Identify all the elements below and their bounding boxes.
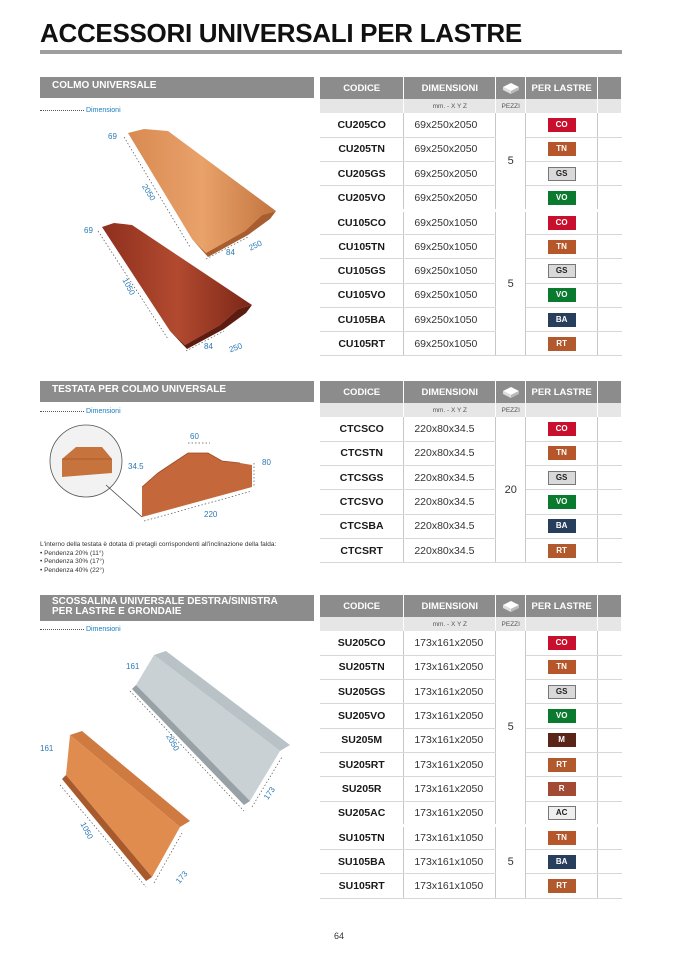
product-dimensions: 220x80x34.5 xyxy=(404,514,496,538)
dim-z-2050: 161 xyxy=(126,662,140,671)
dim-y1-1050: 84 xyxy=(204,342,213,351)
table-row xyxy=(320,801,622,825)
product-code: CU105BA xyxy=(320,307,404,331)
product-dimensions: 220x80x34.5 xyxy=(404,538,496,562)
table-row xyxy=(320,850,622,874)
table-row xyxy=(320,728,622,752)
testata-illustration xyxy=(40,421,314,541)
product-dimensions: 173x161x1050 xyxy=(404,850,496,874)
header-codice: CODICE xyxy=(320,381,404,403)
product-dimensions: 69x250x2050 xyxy=(404,186,496,210)
section-title: SCOSSALINA UNIVERSALE DESTRA/SINISTRA PER LASTRE E GRONDAIE xyxy=(40,595,314,621)
product-code: SU205RT xyxy=(320,752,404,776)
colmo-spec-table xyxy=(320,77,622,356)
product-code: CU205CO xyxy=(320,113,404,137)
product-code: CTCSVO xyxy=(320,490,404,514)
table-row xyxy=(320,234,622,258)
testata-detail-circle xyxy=(50,425,122,497)
product-dimensions: 69x250x1050 xyxy=(404,210,496,234)
color-badge: GS xyxy=(548,685,576,699)
testata-shape xyxy=(142,453,252,517)
dim-x-2050: 2050 xyxy=(164,732,181,753)
table-row xyxy=(320,417,622,441)
table-row xyxy=(320,538,622,562)
header-per-lastre: PER LASTRE xyxy=(526,595,598,617)
product-code: SU205M xyxy=(320,728,404,752)
dim-x-2050: 2050 xyxy=(140,182,158,203)
package-icon xyxy=(496,77,526,99)
table-row xyxy=(320,113,622,137)
dim-axes-label: mm. - X Y Z xyxy=(404,99,496,113)
color-badge: TN xyxy=(548,660,576,674)
color-badge: VO xyxy=(548,288,576,302)
table-row xyxy=(320,490,622,514)
product-code: SU105TN xyxy=(320,825,404,849)
product-dimensions: 220x80x34.5 xyxy=(404,441,496,465)
colmo-illustration xyxy=(40,119,314,369)
table-row xyxy=(320,631,622,655)
product-code: CTCSRT xyxy=(320,538,404,562)
product-dimensions: 220x80x34.5 xyxy=(404,466,496,490)
product-code: SU105RT xyxy=(320,874,404,898)
scossalina-2050-shape xyxy=(132,651,290,805)
product-dimensions: 173x161x2050 xyxy=(404,680,496,704)
product-dimensions: 69x250x1050 xyxy=(404,259,496,283)
header-pezzi: PEZZI xyxy=(496,403,526,417)
section-colmo-universale xyxy=(40,77,622,369)
product-code: CTCSTN xyxy=(320,441,404,465)
product-code: SU205CO xyxy=(320,631,404,655)
spec-rows xyxy=(320,417,622,563)
title-rule xyxy=(40,50,622,54)
dim-a: 60 xyxy=(190,432,199,441)
table-row xyxy=(320,825,622,849)
product-code: CU105VO xyxy=(320,283,404,307)
dim-x-1050: 1050 xyxy=(78,820,95,841)
color-badge: RT xyxy=(548,544,576,558)
product-code: CU105TN xyxy=(320,234,404,258)
dim-c: 80 xyxy=(262,458,271,467)
product-dimensions: 220x80x34.5 xyxy=(404,490,496,514)
product-dimensions: 173x161x2050 xyxy=(404,655,496,679)
testata-spec-table xyxy=(320,381,622,563)
section-testata xyxy=(40,381,622,581)
product-dimensions: 173x161x1050 xyxy=(404,874,496,898)
product-code: SU105BA xyxy=(320,850,404,874)
header-dimensioni: DIMENSIONI xyxy=(404,595,496,617)
scossalina-spec-table xyxy=(320,595,622,899)
dim-z-2050: 69 xyxy=(108,132,117,141)
product-code: CU105CO xyxy=(320,210,404,234)
package-icon xyxy=(496,381,526,403)
product-code: CU205GS xyxy=(320,162,404,186)
dim-axes-label: mm. - X Y Z xyxy=(404,403,496,417)
product-code: CTCSBA xyxy=(320,514,404,538)
header-dimensioni: DIMENSIONI xyxy=(404,381,496,403)
dim-y2-1050: 250 xyxy=(227,341,244,355)
color-badge: GS xyxy=(548,471,576,485)
product-dimensions: 173x161x2050 xyxy=(404,752,496,776)
product-dimensions: 69x250x1050 xyxy=(404,332,496,356)
table-row xyxy=(320,441,622,465)
dimension-legend: Dimensioni xyxy=(40,626,121,633)
product-code: SU205TN xyxy=(320,655,404,679)
dimension-legend: Dimensioni xyxy=(40,107,121,114)
table-row xyxy=(320,704,622,728)
scossalina-1050-shape xyxy=(62,731,190,881)
product-code: CU205TN xyxy=(320,137,404,161)
color-badge: RT xyxy=(548,337,576,351)
dim-y1-2050: 84 xyxy=(226,248,235,257)
table-row xyxy=(320,259,622,283)
dim-x-1050: 1050 xyxy=(120,276,137,297)
product-dimensions: 173x161x2050 xyxy=(404,777,496,801)
color-badge: AC xyxy=(548,806,576,820)
pieces-count: 5 xyxy=(496,825,526,898)
header-pezzi: PEZZI xyxy=(496,617,526,631)
color-badge: GS xyxy=(548,167,576,181)
product-code: SU205AC xyxy=(320,801,404,825)
spec-rows xyxy=(320,631,622,898)
color-badge: CO xyxy=(548,216,576,230)
dimension-legend: Dimensioni xyxy=(40,408,121,415)
product-dimensions: 173x161x2050 xyxy=(404,728,496,752)
color-badge: TN xyxy=(548,446,576,460)
product-dimensions: 69x250x2050 xyxy=(404,113,496,137)
product-dimensions: 69x250x1050 xyxy=(404,307,496,331)
table-row xyxy=(320,162,622,186)
color-badge: GS xyxy=(548,264,576,278)
page-number: 64 xyxy=(333,931,344,941)
product-code: CTCSCO xyxy=(320,417,404,441)
table-row xyxy=(320,655,622,679)
color-badge: RT xyxy=(548,758,576,772)
table-row xyxy=(320,466,622,490)
product-code: SU205GS xyxy=(320,680,404,704)
header-per-lastre: PER LASTRE xyxy=(526,381,598,403)
product-dimensions: 173x161x2050 xyxy=(404,631,496,655)
pieces-count: 20 xyxy=(496,417,526,563)
product-code: SU205R xyxy=(320,777,404,801)
table-row xyxy=(320,514,622,538)
header-codice: CODICE xyxy=(320,77,404,99)
table-row xyxy=(320,283,622,307)
header-pezzi: PEZZI xyxy=(496,99,526,113)
product-code: CU105GS xyxy=(320,259,404,283)
dim-z-1050: 69 xyxy=(84,226,93,235)
product-dimensions: 173x161x2050 xyxy=(404,704,496,728)
spec-rows xyxy=(320,113,622,356)
header-dimensioni: DIMENSIONI xyxy=(404,77,496,99)
table-row xyxy=(320,680,622,704)
table-row xyxy=(320,186,622,210)
color-badge: VO xyxy=(548,191,576,205)
table-row xyxy=(320,874,622,898)
package-icon xyxy=(496,595,526,617)
color-badge: TN xyxy=(548,240,576,254)
color-badge: TN xyxy=(548,142,576,156)
table-row xyxy=(320,137,622,161)
product-dimensions: 173x161x2050 xyxy=(404,801,496,825)
product-dimensions: 69x250x1050 xyxy=(404,234,496,258)
color-badge: BA xyxy=(548,855,576,869)
product-dimensions: 69x250x2050 xyxy=(404,162,496,186)
product-dimensions: 69x250x1050 xyxy=(404,283,496,307)
section-title: COLMO UNIVERSALE xyxy=(40,77,314,98)
product-code: CTCSGS xyxy=(320,466,404,490)
product-dimensions: 173x161x1050 xyxy=(404,825,496,849)
product-code: CU205VO xyxy=(320,186,404,210)
header-codice: CODICE xyxy=(320,595,404,617)
table-row xyxy=(320,752,622,776)
color-badge: BA xyxy=(548,313,576,327)
table-row xyxy=(320,307,622,331)
dim-z-1050: 161 xyxy=(40,744,54,753)
color-badge: BA xyxy=(548,519,576,533)
color-badge: VO xyxy=(548,709,576,723)
section-scossalina xyxy=(40,595,622,920)
table-row xyxy=(320,777,622,801)
pieces-count: 5 xyxy=(496,631,526,825)
dim-axes-label: mm. - X Y Z xyxy=(404,617,496,631)
header-per-lastre: PER LASTRE xyxy=(526,77,598,99)
section-title: TESTATA PER COLMO UNIVERSALE xyxy=(40,381,314,402)
table-row xyxy=(320,332,622,356)
color-badge: TN xyxy=(548,831,576,845)
dim-d: 220 xyxy=(204,510,218,519)
color-badge: CO xyxy=(548,636,576,650)
page-title: ACCESSORI UNIVERSALI PER LASTRE xyxy=(40,18,522,48)
color-badge: RT xyxy=(548,879,576,893)
table-row xyxy=(320,210,622,234)
product-code: CU105RT xyxy=(320,332,404,356)
product-dimensions: 69x250x2050 xyxy=(404,137,496,161)
dim-y2-2050: 250 xyxy=(247,238,264,253)
color-badge: CO xyxy=(548,118,576,132)
testata-note: L'interno della testata è dotata di pretagli corrispondenti all'inclinazione della falda: • Pendenza 20% (11°) • Pendenza 30% (17°) • Pendenza 40% (22°) xyxy=(40,541,277,574)
color-badge: M xyxy=(548,733,576,747)
scossalina-illustration xyxy=(40,645,314,895)
product-code: SU205VO xyxy=(320,704,404,728)
dim-y-2050: 173 xyxy=(261,785,278,802)
dim-b: 34.5 xyxy=(128,462,144,471)
color-badge: VO xyxy=(548,495,576,509)
pieces-count: 5 xyxy=(496,210,526,356)
dim-y-1050: 173 xyxy=(174,869,190,886)
color-badge: R xyxy=(548,782,576,796)
product-dimensions: 220x80x34.5 xyxy=(404,417,496,441)
pieces-count: 5 xyxy=(496,113,526,210)
color-badge: CO xyxy=(548,422,576,436)
